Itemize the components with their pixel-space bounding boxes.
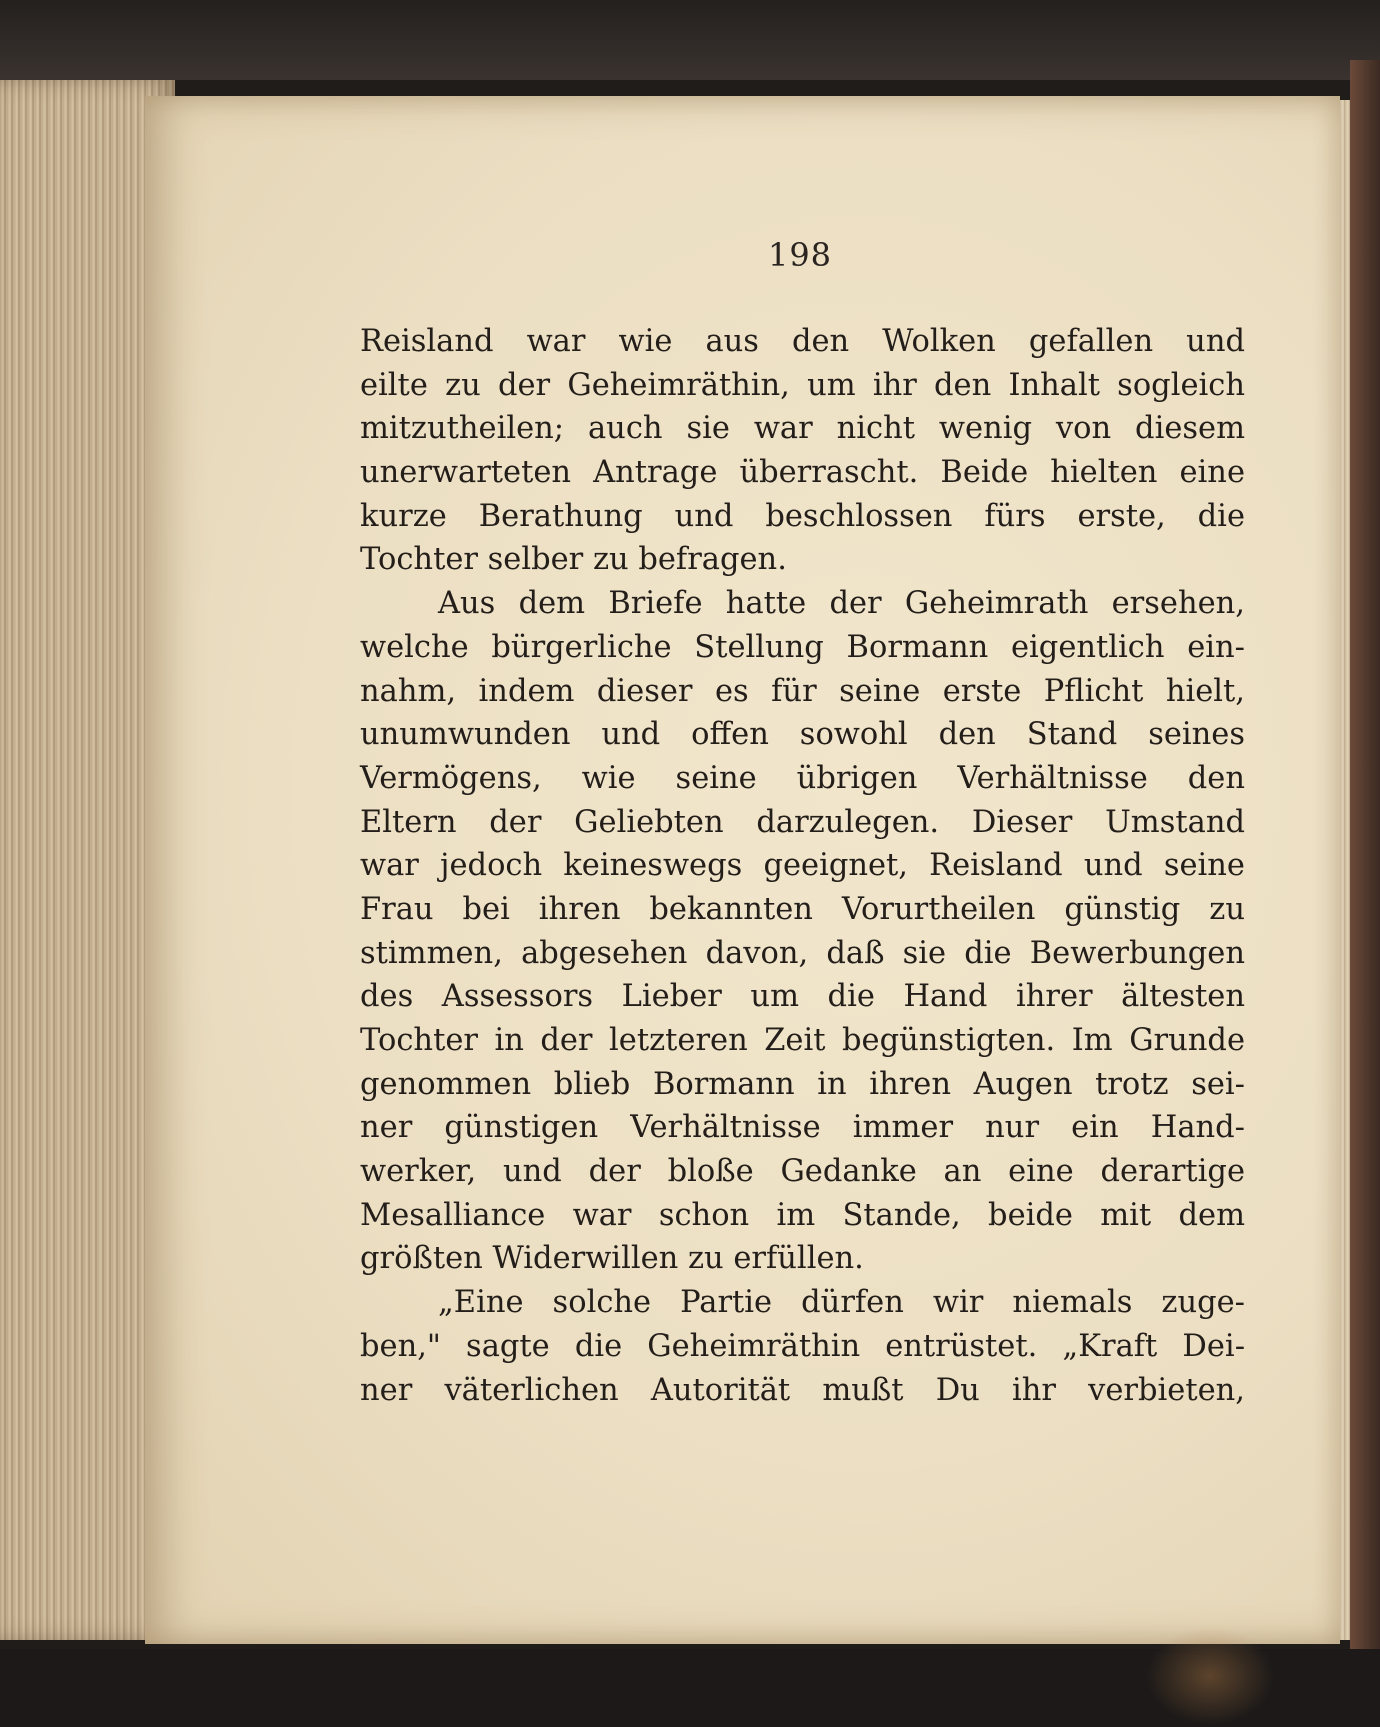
text-line: „Eine solche Partie dürfen wir niemals zuge- [438, 1285, 1245, 1321]
text-line: unerwarteten Antrage überrascht. Beide hielten eine [360, 455, 1245, 491]
book-cover-top [0, 0, 1380, 80]
text-line: stimmen, abgesehen davon, daß sie die Bewerbungen [360, 935, 1245, 971]
page-number: 198 [767, 236, 833, 274]
text-line: Eltern der Geliebten darzulegen. Dieser Umstand [360, 804, 1245, 840]
page-stain [1145, 1626, 1275, 1726]
text-line: Tochter selber zu befragen. [360, 542, 787, 578]
text-line: Vermögens, wie seine übrigen Verhältnisse den [360, 760, 1245, 796]
text-line: mitzutheilen; auch sie war nicht wenig von diesem [360, 411, 1245, 447]
book-cover-right [1350, 60, 1380, 1660]
body-text [360, 320, 1245, 1412]
text-line: Aus dem Briefe hatte der Geheimrath ersehen, [438, 586, 1245, 622]
text-line: welche bürgerliche Stellung Bormann eigentlich ein- [360, 629, 1245, 665]
text-line: eilte zu der Geheimräthin, um ihr den Inhalt sogleich [360, 367, 1245, 403]
text-line: ner väterlichen Autorität mußt Du ihr verbieten, [360, 1372, 1245, 1408]
text-line: größten Widerwillen zu erfüllen. [360, 1241, 864, 1277]
text-line: Mesalliance war schon im Stande, beide mit dem [360, 1197, 1245, 1233]
text-line: werker, und der bloße Gedanke an eine derartige [360, 1154, 1245, 1190]
text-line: genommen blieb Bormann in ihren Augen trotz sei- [360, 1066, 1245, 1102]
text-line: war jedoch keineswegs geeignet, Reisland und seine [360, 848, 1245, 884]
text-line: Frau bei ihren bekannten Vorurtheilen günstig zu [360, 891, 1245, 927]
text-line: kurze Berathung und beschlossen fürs erste, die [360, 498, 1245, 534]
text-line: nahm, indem dieser es für seine erste Pflicht hielt, [360, 673, 1245, 709]
text-line: ben," sagte die Geheimräthin entrüstet. „Kraft Dei- [360, 1328, 1245, 1364]
text-line: ner günstigen Verhältnisse immer nur ein Hand- [360, 1110, 1245, 1146]
text-line: unumwunden und offen sowohl den Stand seines [360, 717, 1245, 753]
text-line: Tochter in der letzteren Zeit begünstigten. Im Grunde [360, 1023, 1245, 1058]
text-line: Reisland war wie aus den Wolken gefallen und [360, 324, 1245, 359]
text-line: des Assessors Lieber um die Hand ihrer ältesten [360, 979, 1245, 1015]
